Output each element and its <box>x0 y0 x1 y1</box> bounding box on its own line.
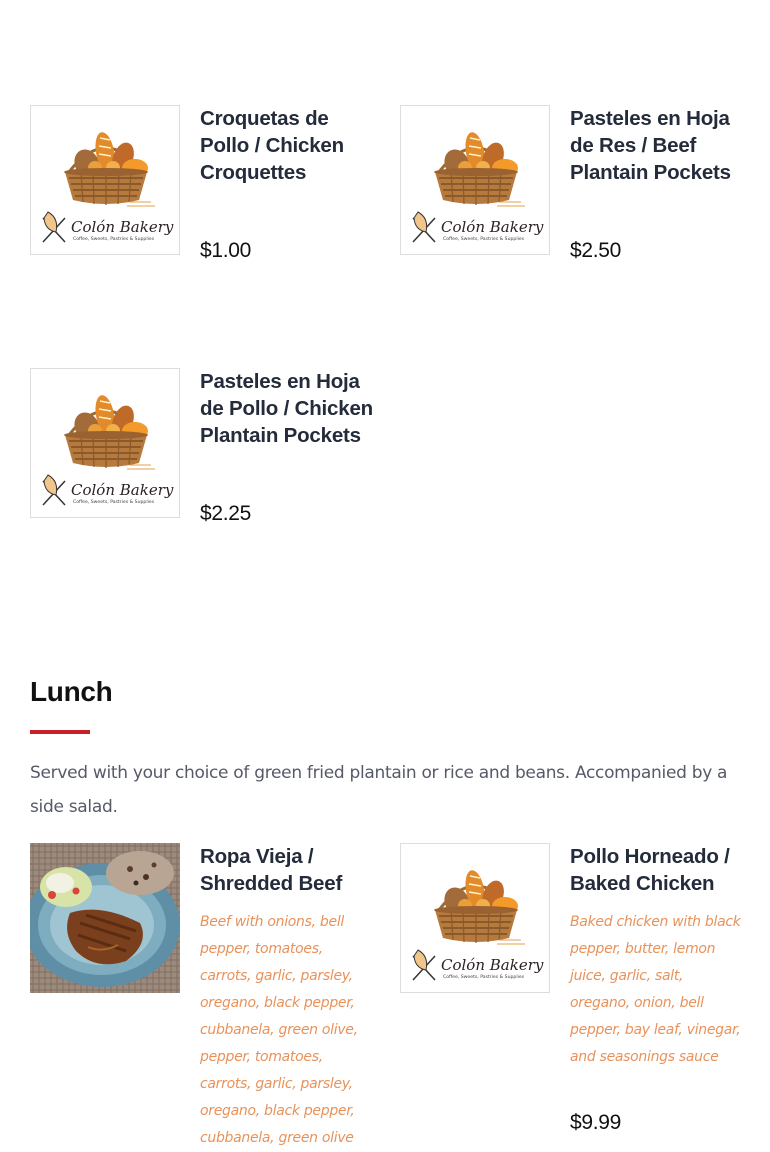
shredded-beef-plate-photo <box>30 843 180 993</box>
whisk-icon <box>413 950 435 980</box>
item-name[interactable]: Croquetas de Pollo / Chicken Croquettes <box>200 107 344 184</box>
whisk-icon <box>413 212 435 242</box>
section-title: Lunch <box>30 676 113 707</box>
section-description: Served with your choice of green fried plantain or rice and beans. Accompanied by a side salad. <box>30 763 728 817</box>
item-name[interactable]: Pasteles en Hoja de Res / Beef Plantain Pockets <box>570 107 731 184</box>
menu-item[interactable] <box>30 843 375 1152</box>
item-image[interactable] <box>400 105 550 255</box>
item-price: $2.25 <box>200 502 252 525</box>
item-image[interactable] <box>30 843 180 993</box>
item-name[interactable]: Ropa Vieja / Shredded Beef <box>200 845 343 895</box>
menu-item[interactable] <box>400 105 745 265</box>
svg-text:Coffee, Sweets, Pastries & Sup: Coffee, Sweets, Pastries & Supplies <box>443 237 525 242</box>
svg-text:Coffee, Sweets, Pastries & Sup: Coffee, Sweets, Pastries & Supplies <box>73 500 155 505</box>
item-price: $1.00 <box>200 239 252 262</box>
menu-item[interactable] <box>30 368 375 528</box>
item-image[interactable] <box>400 843 550 993</box>
bread-basket-logo <box>401 844 550 993</box>
item-description: Baked chicken with black pepper, butter, lemon juice, garlic, salt, oregano, onion, bell pepper, bay leaf, vinegar, and seasonings sauce <box>570 914 741 1065</box>
menu-item[interactable] <box>30 105 375 265</box>
item-description: Beef with onions, bell pepper, tomatoes, carrots, garlic, parsley, oregano, black pepper, cubbanela, green olive, pepper, tomatoes, carrots, garlic, parsley, oregano, black pepper, cubbanela, green olive <box>200 914 358 1146</box>
section-divider <box>30 730 90 734</box>
item-price: $2.50 <box>570 239 622 262</box>
svg-text:Colón Bakery: Colón Bakery <box>71 481 174 499</box>
item-image[interactable] <box>30 368 180 518</box>
whisk-icon <box>43 475 65 505</box>
item-price: $9.99 <box>570 1111 622 1134</box>
bread-basket-logo <box>31 369 180 518</box>
svg-text:Coffee, Sweets, Pastries & Sup: Coffee, Sweets, Pastries & Supplies <box>443 975 525 980</box>
whisk-icon <box>43 212 65 242</box>
item-name[interactable]: Pollo Horneado / Baked Chicken <box>570 845 730 895</box>
bread-basket-logo <box>31 106 180 255</box>
svg-text:Colón Bakery: Colón Bakery <box>441 218 544 236</box>
menu-item[interactable] <box>400 843 745 1152</box>
item-name[interactable]: Pasteles en Hoja de Pollo / Chicken Plantain Pockets <box>200 370 373 447</box>
svg-text:Colón Bakery: Colón Bakery <box>71 218 174 236</box>
bread-basket-logo <box>401 106 550 255</box>
svg-text:Coffee, Sweets, Pastries & Sup: Coffee, Sweets, Pastries & Supplies <box>73 237 155 242</box>
item-image[interactable] <box>30 105 180 255</box>
svg-text:Colón Bakery: Colón Bakery <box>441 956 544 974</box>
